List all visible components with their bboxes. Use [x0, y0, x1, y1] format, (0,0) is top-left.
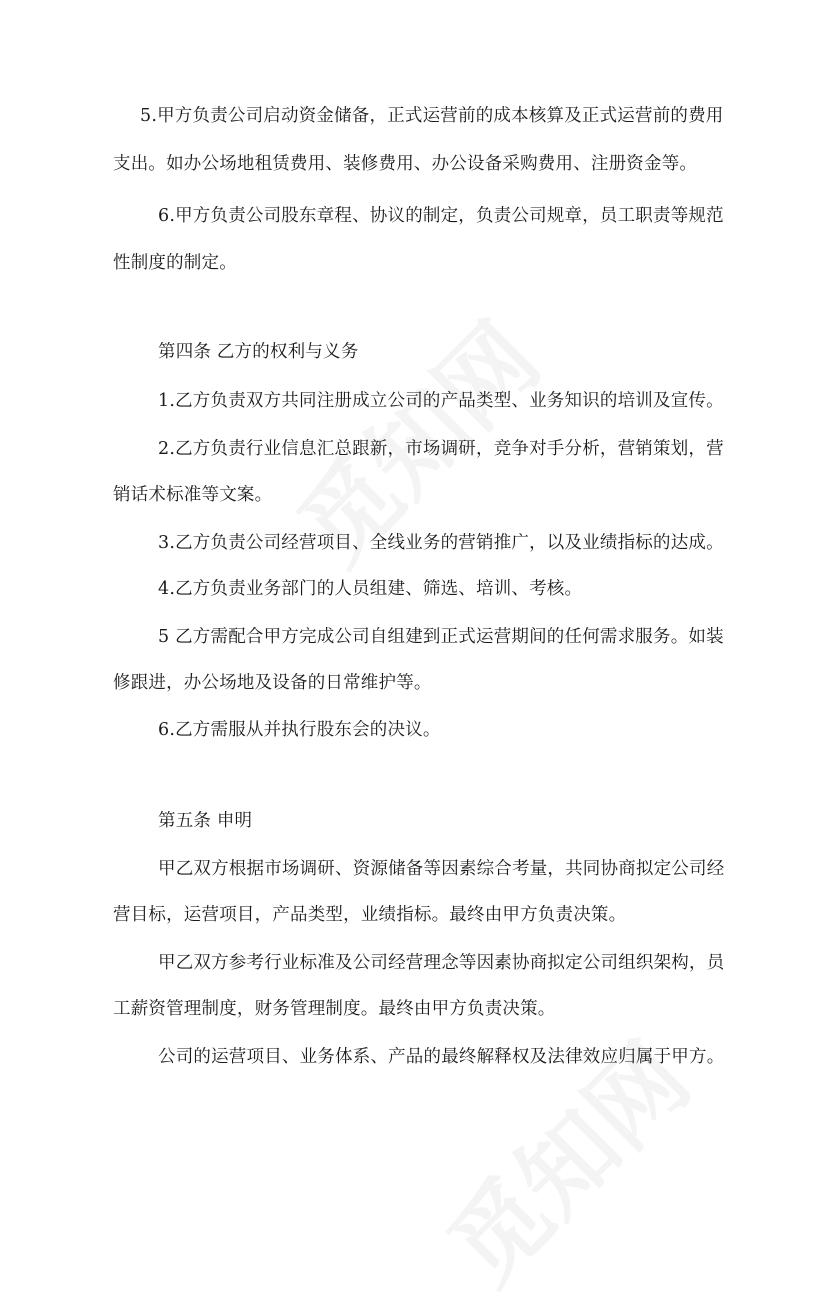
article-4-heading: 第四条 乙方的权利与义务 [158, 342, 359, 362]
article-5-heading: 第五条 申明 [158, 811, 253, 831]
clause-6-line-1: 6.甲方负责公司股东章程、协议的制定，负责公司规章，员工职责等规范 [158, 206, 724, 226]
article-4-item-2-line-2: 销话术标准等文案。 [113, 485, 273, 505]
article-5-para-1-line-1: 甲乙双方根据市场调研、资源储备等因素综合考量，共同协商拟定公司经 [158, 859, 725, 879]
article-4-item-5-line-1: 5 乙方需配合甲方完成公司自组建到正式运营期间的任何需求服务。如装 [158, 627, 724, 647]
article-4-item-2-line-1: 2.乙方负责行业信息汇总跟新，市场调研，竞争对手分析，营销策划，营 [158, 439, 724, 459]
article-5-para-3: 公司的运营项目、业务体系、产品的最终解释权及法律效应归属于甲方。 [158, 1047, 725, 1067]
clause-5-line-1: 5.甲方负责公司启动资金储备，正式运营前的成本核算及正式运营前的费用 [140, 106, 724, 126]
article-4-item-4: 4.乙方负责业务部门的人员组建、筛选、培训、考核。 [158, 579, 583, 599]
clause-5-line-2: 支出。如办公场地租赁费用、装修费用、办公设备采购费用、注册资金等。 [113, 154, 698, 174]
article-5-para-2-line-2: 工薪资管理制度，财务管理制度。最终由甲方负责决策。 [113, 999, 556, 1019]
article-5-para-1-line-2: 营目标，运营项目，产品类型，业绩指标。最终由甲方负责决策。 [113, 905, 627, 925]
article-4-item-6: 6.乙方需服从并执行股东会的决议。 [158, 720, 441, 740]
article-4-item-5-line-2: 修跟进，办公场地及设备的日常维护等。 [113, 673, 432, 693]
article-4-item-3: 3.乙方负责公司经营项目、全线业务的营销推广，以及业绩指标的达成。 [158, 533, 724, 553]
article-5-para-2-line-1: 甲乙双方参考行业标准及公司经营理念等因素协商拟定公司组织架构，员 [158, 953, 725, 973]
clause-6-line-2: 性制度的制定。 [113, 253, 237, 273]
article-4-item-1: 1.乙方负责双方共同注册成立公司的产品类型、业务知识的培训及宣传。 [158, 391, 724, 411]
